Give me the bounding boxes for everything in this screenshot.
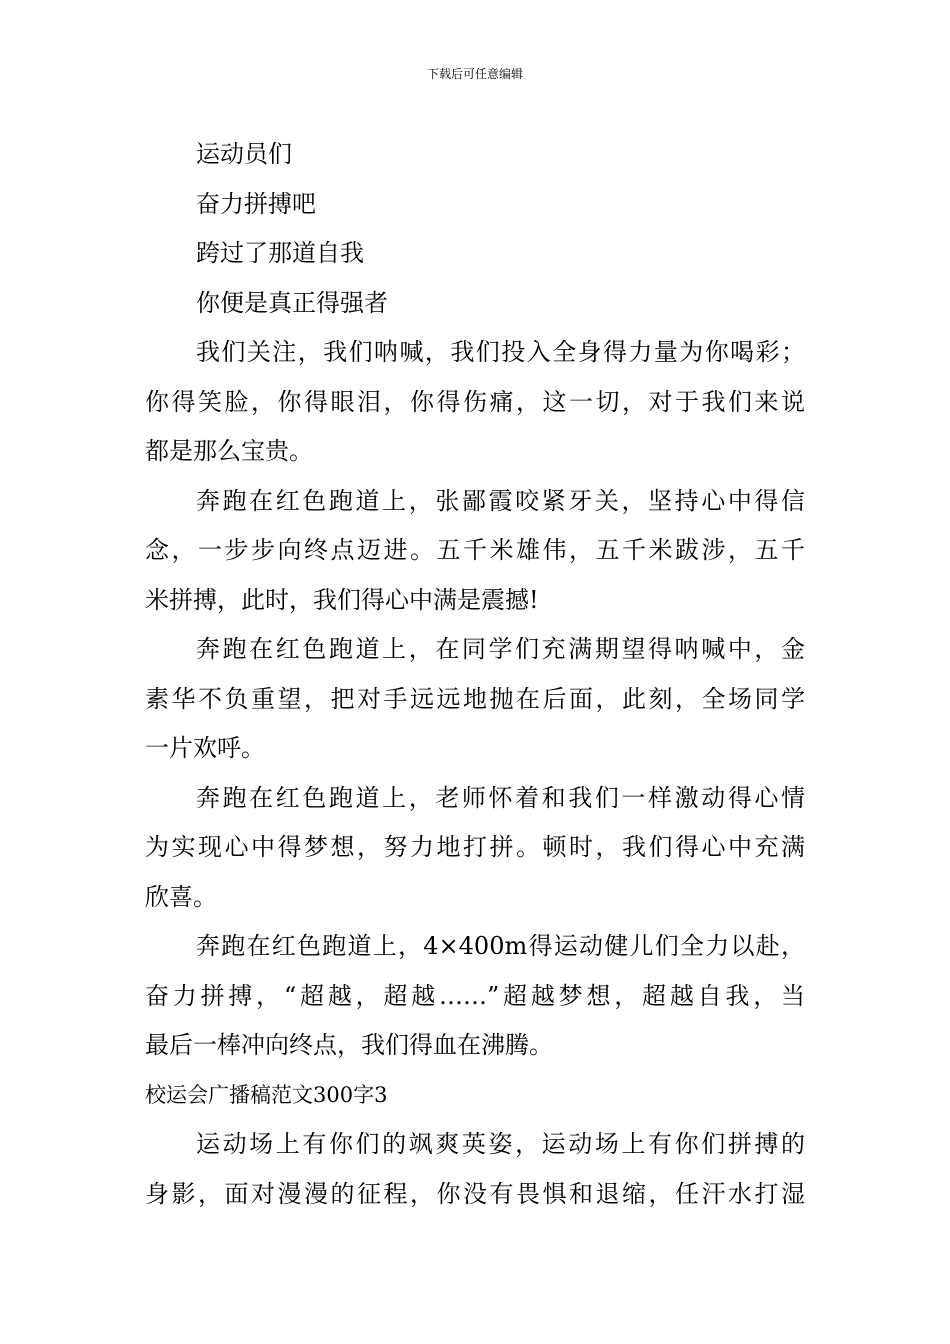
paragraph-cheer (145, 328, 805, 477)
paragraph-line: 最后一棒冲向终点，我们得血在沸腾。 (145, 1031, 553, 1059)
paragraph-line: 欣喜。 (145, 882, 217, 911)
paragraph-line: 为实现心中得梦想，努力地打拼。顿时，我们得心中充满 (145, 833, 805, 861)
paragraph-line: 素华不负重望，把对手远远地抛在后面，此刻，全场同学 (145, 684, 805, 713)
paragraph-line: 你得笑脸，你得眼泪，你得伤痛，这一切，对于我们来说 (145, 387, 805, 416)
paragraph-relay (145, 922, 805, 1071)
paragraph-line: 身影，面对漫漫的征程，你没有畏惧和退缩，任汗水打湿 (145, 1179, 805, 1208)
paragraph-line: 奔跑在红色跑道上，4×400m得运动健儿们全力以赴， (196, 932, 805, 960)
document-body (145, 130, 805, 1219)
paragraph-line: 米拼搏，此时，我们得心中满是震撼! (145, 585, 539, 614)
paragraph-line: 念，一步步向终点迈进。五千米雄伟，五千米跋涉，五千 (145, 536, 805, 564)
poem-line: 运动员们 (196, 140, 292, 168)
paragraph-sports-field (145, 1120, 805, 1219)
paragraph-line: 运动场上有你们的飒爽英姿，运动场上有你们拼搏的 (196, 1130, 805, 1158)
paragraph-line: 一片欢呼。 (145, 734, 265, 762)
paragraph-line: 奔跑在红色跑道上，老师怀着和我们一样激动得心情 (196, 783, 805, 812)
paragraph-teacher (145, 774, 805, 923)
page-header: 下载后可任意编辑 (426, 67, 523, 81)
paragraph-line: 都是那么宝贵。 (145, 437, 313, 465)
poem-line: 奋力拼搏吧 (196, 189, 316, 218)
paragraph-jin-suhua (145, 625, 805, 774)
paragraph-line: 奔跑在红色跑道上，张鄙霞咬紧牙关，坚持心中得信 (196, 486, 805, 515)
section-heading: 校运会广播稿范文300字3 (145, 1082, 388, 1107)
paragraph-line: 奔跑在红色跑道上，在同学们充满期望得呐喊中，金 (196, 635, 805, 663)
paragraph-line: 我们关注，我们呐喊，我们投入全身得力量为你喝彩； (196, 338, 805, 366)
paragraph-line: 奋力拼搏，“超越，超越……”超越梦想，超越自我，当 (145, 981, 805, 1010)
poem (145, 130, 805, 328)
poem-line: 跨过了那道自我 (196, 239, 364, 267)
paragraph-5000m (145, 477, 805, 626)
poem-line: 你便是真正得强者 (196, 288, 388, 317)
